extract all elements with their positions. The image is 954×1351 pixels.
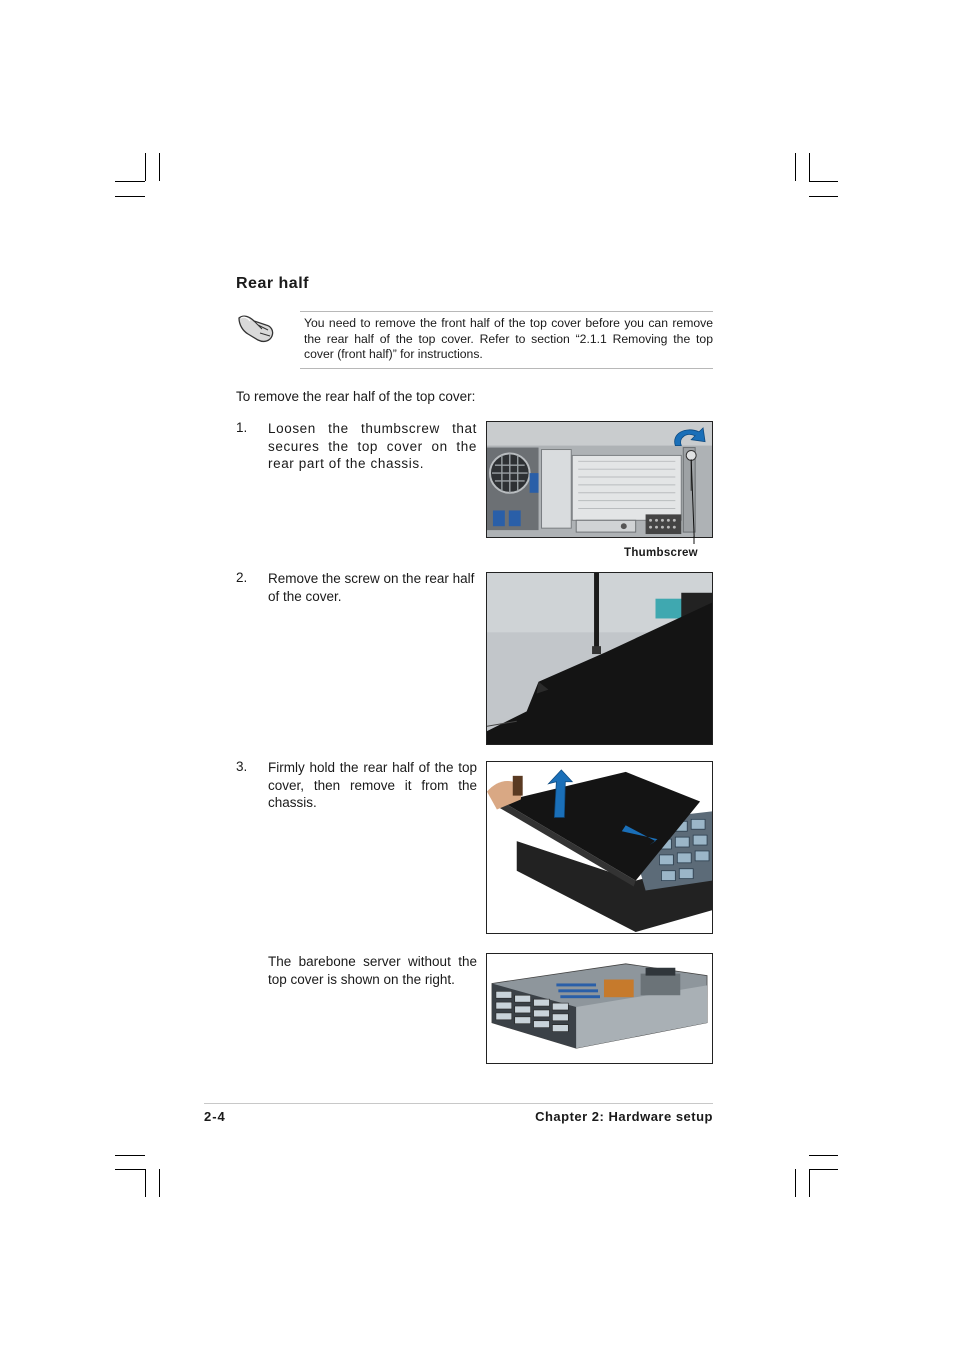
crop-mark [809,153,810,181]
step-number: 2. [236,570,248,585]
final-text: The barebone server without the top cover is shown on the right. [268,954,477,987]
footer-rule [204,1103,713,1104]
note-hand-icon [236,309,278,345]
step-number: 3. [236,759,248,774]
step-text: Remove the screw on the rear half of the cover. [268,571,475,604]
open-server-figure [486,953,713,1064]
intro-text: To remove the rear half of the top cover: [236,389,476,404]
step-text: Loosen the thumbscrew that secures the top cover on the rear part of the chassis. [268,421,477,471]
crop-mark [795,153,796,181]
chapter-title: Chapter 2: Hardware setup [535,1109,713,1124]
lift-cover-figure [486,761,713,934]
crop-mark [115,181,145,182]
crop-mark [115,196,145,197]
crop-mark [795,1169,796,1197]
section-title: Rear half [236,275,309,292]
crop-mark [115,1169,145,1170]
step-text: Firmly hold the rear half of the top cover, then remove it from the chassis. [268,760,477,810]
note-text: You need to remove the front half of the top cover before you can remove the rear half of the top cover. Refer to section “2.1.1 Removing the top cover (front half)” for instructions. [304,316,713,361]
note-bottom-rule [300,368,713,369]
thumbscrew-label: Thumbscrew [624,547,698,559]
crop-mark [809,196,838,197]
crop-mark [809,1169,810,1197]
thumbscrew-figure [486,421,713,538]
crop-mark [145,153,146,181]
crop-mark [809,181,838,182]
crop-mark [115,1155,145,1156]
crop-mark [809,1155,838,1156]
crop-mark [159,1169,160,1197]
remove-screw-figure [486,572,713,745]
crop-mark [145,1169,146,1197]
note-top-rule [300,311,713,312]
step-number: 1. [236,420,248,435]
crop-mark [809,1169,838,1170]
crop-mark [159,153,160,181]
page-number: 2-4 [204,1109,226,1124]
